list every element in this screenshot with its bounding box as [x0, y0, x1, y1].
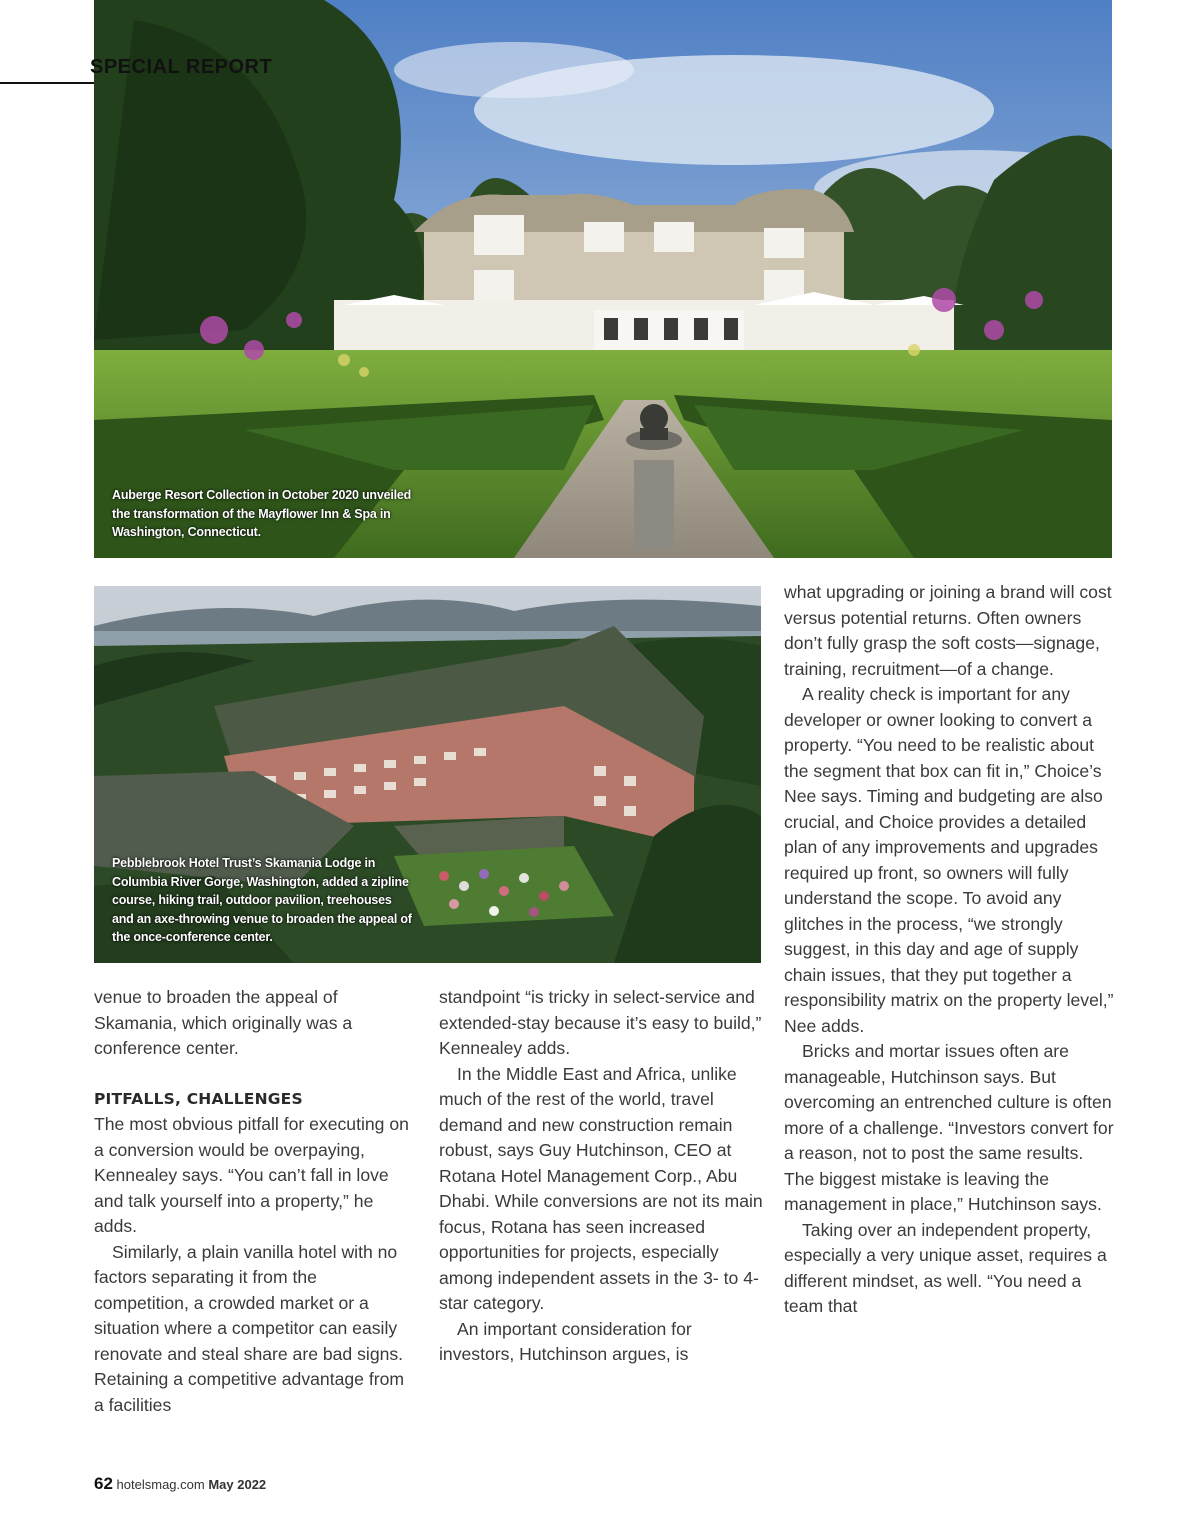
- subheading: PITFALLS, CHALLENGES: [94, 1089, 303, 1108]
- body-paragraph: standpoint “is tricky in select-service and extended-stay because it’s easy to build,” Kennealey adds.: [439, 987, 762, 1058]
- body-paragraph: Bricks and mortar issues often are manageable, Hutchinson says. But overcoming an entrenched culture is often more of a challenge. “Investors convert for a reason, not to post the same results. The biggest mistake is leaving the management in place,” Hutchinson says.: [784, 1041, 1114, 1214]
- site-name: hotelsmag.com: [116, 1477, 205, 1492]
- body-paragraph: what upgrading or joining a brand will cost versus potential returns. Often owners don’t fully grasp the soft costs—signage, training, recruitment—of a change.: [784, 582, 1112, 679]
- body-paragraph: Similarly, a plain vanilla hotel with no factors separating it from the competition, a crowded market or a situation where a competitor can easily renovate and steal share are bad signs. Retaining a competitive advantage from a facilities: [94, 1241, 405, 1415]
- body-paragraph: A reality check is important for any developer or owner looking to convert a property. “You need to be realistic about the segment that box can fit in,” Choice’s Nee says. Timing and budgeting are also crucial, and Choice provides a detailed plan of any improvements and upgrades required up front, so owners will fully understand the scope. To avoid any glitches in the process, “we strongly suggest, in this day and age of supply chain issues, that they put together a responsibility matrix on the property level,” Nee adds.: [784, 684, 1114, 1036]
- mayflower-inn-photo: [94, 0, 1112, 558]
- body-paragraph: venue to broaden the appeal of Skamania, which originally was a conference center.: [94, 987, 353, 1058]
- header-rule: [0, 82, 96, 84]
- photo-caption: Auberge Resort Collection in October 2020 unveiled the transformation of the Mayflower Inn & Spa in Washington, Connecticut.: [112, 488, 412, 539]
- article-column-right: [784, 580, 1114, 1320]
- body-paragraph: Taking over an independent property, especially a very unique asset, requires a different mindset, as well. “You need a team that: [784, 1219, 1107, 1316]
- page-footer: [94, 1474, 266, 1494]
- section-label: SPECIAL REPORT: [90, 56, 273, 78]
- photo-caption: Pebblebrook Hotel Trust’s Skamania Lodge in Columbia River Gorge, Washington, added a zipline course, hiking trail, outdoor pavilion, treehouses and an axe-throwing venue to broaden the appeal of the once-conference center.: [112, 856, 412, 944]
- skamania-lodge-photo: [94, 586, 761, 963]
- article-column-middle: [439, 985, 769, 1368]
- issue-date: May 2022: [208, 1477, 267, 1492]
- page-number: 62: [94, 1474, 113, 1493]
- mayflower-inn-illustration: [94, 0, 1112, 558]
- article-column-left: [94, 985, 414, 1418]
- body-paragraph: An important consideration for investors, Hutchinson argues, is: [439, 1318, 692, 1364]
- body-paragraph: In the Middle East and Africa, unlike much of the rest of the world, travel demand and new construction remain robust, says Guy Hutchinson, CEO at Rotana Hotel Management Corp., Abu Dhabi. While conversions are not its main focus, Rotana has seen increased opportunities for projects, especially among independent assets in the 3- to 4-star category.: [439, 1063, 763, 1313]
- body-paragraph: The most obvious pitfall for executing on a conversion would be overpaying, Kennealey says. “You can’t fall in love and talk yourself into a property,” he adds.: [94, 1114, 409, 1236]
